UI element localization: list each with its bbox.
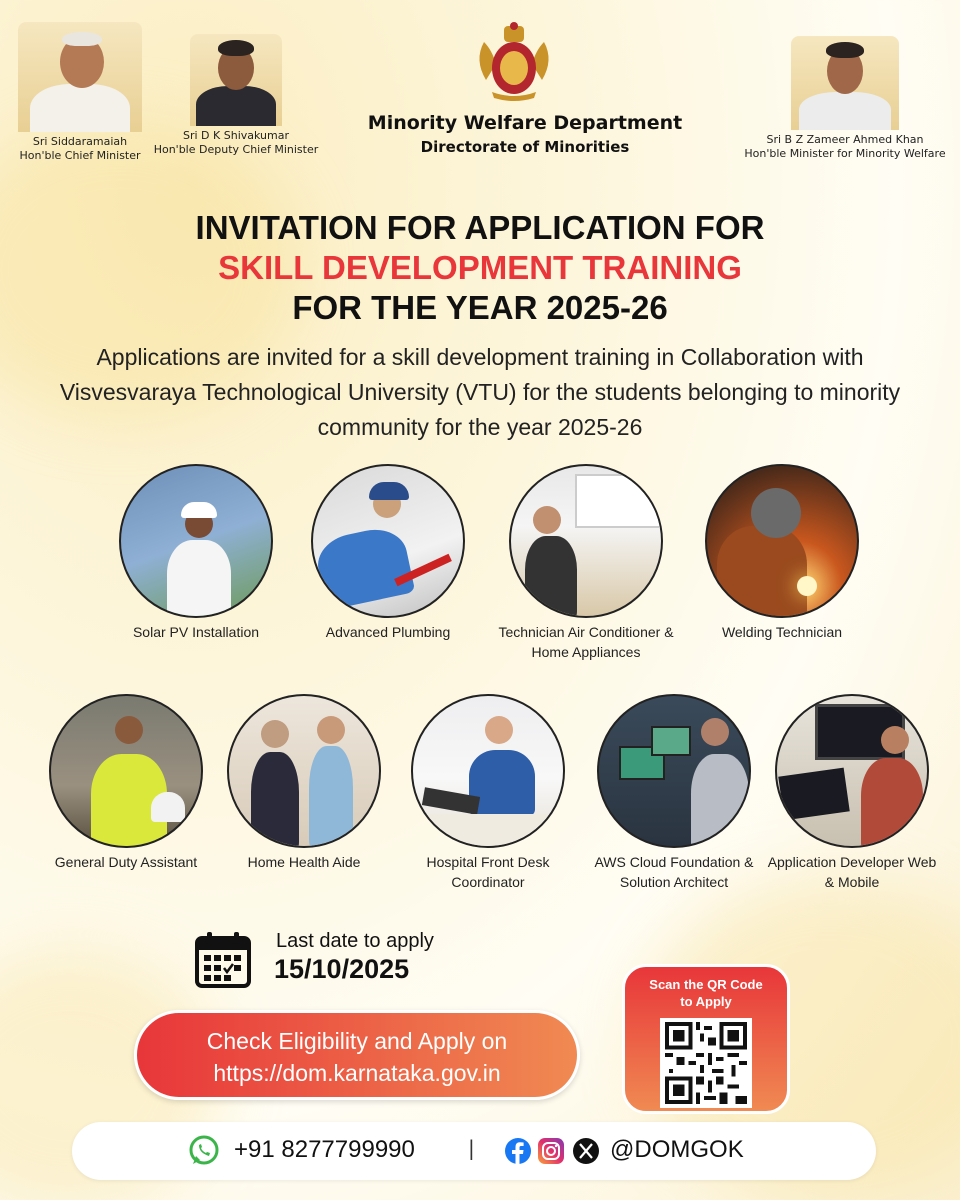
leader-name: Sri Siddaramaiah bbox=[32, 135, 128, 148]
leader-name: Sri D K Shivakumar bbox=[183, 129, 289, 142]
deadline-date: 15/10/2025 bbox=[274, 954, 410, 984]
course-label: Advanced Plumbing bbox=[325, 624, 451, 640]
leader-role: Hon'ble Minister for Minority Welfare bbox=[744, 147, 946, 160]
qr-caption-line-1: Scan the QR Code bbox=[649, 977, 763, 992]
leader-minority-welfare-minister bbox=[736, 36, 954, 160]
karnataka-emblem-icon bbox=[466, 20, 562, 102]
course-image bbox=[705, 464, 859, 618]
course-card bbox=[496, 464, 676, 662]
course-card bbox=[214, 694, 394, 872]
course-label: Welding Technician bbox=[721, 624, 843, 640]
course-image bbox=[119, 464, 273, 618]
facebook-icon[interactable] bbox=[504, 1137, 532, 1165]
department-block bbox=[340, 112, 710, 156]
header bbox=[0, 0, 960, 200]
whatsapp-icon[interactable] bbox=[188, 1135, 220, 1167]
course-image bbox=[775, 694, 929, 848]
qr-caption-line-2: to Apply bbox=[680, 994, 732, 1009]
phone-number[interactable]: +91 8277799990 bbox=[234, 1136, 415, 1163]
course-card bbox=[36, 694, 216, 872]
x-twitter-icon[interactable] bbox=[572, 1137, 600, 1165]
leader-deputy-chief-minister bbox=[150, 34, 322, 156]
deadline-block bbox=[194, 928, 494, 992]
social-handle[interactable]: @DOMGOK bbox=[610, 1136, 744, 1163]
leader-chief-minister bbox=[10, 22, 150, 162]
intro-text: Applications are invited for a skill development training in Collaboration with Visvesvaraya Technological University (VTU) for the students belonging to minority community for the year 2025-26 bbox=[59, 344, 901, 440]
course-image bbox=[411, 694, 565, 848]
apply-text: Check Eligibility and Apply on bbox=[206, 1028, 508, 1054]
course-label: Technician Air Conditioner & Home Appliances bbox=[498, 624, 674, 660]
leader-role: Hon'ble Deputy Chief Minister bbox=[153, 143, 319, 156]
course-label: General Duty Assistant bbox=[54, 854, 198, 870]
leader-role: Hon'ble Chief Minister bbox=[19, 149, 141, 162]
title-line-1: INVITATION FOR APPLICATION FOR bbox=[195, 209, 765, 246]
course-card bbox=[298, 464, 478, 642]
contact-footer bbox=[72, 1122, 876, 1180]
course-label: Application Developer Web & Mobile bbox=[767, 854, 937, 890]
leader-name: Sri B Z Zameer Ahmed Khan bbox=[766, 133, 924, 146]
course-image bbox=[311, 464, 465, 618]
course-card bbox=[106, 464, 286, 642]
page-title bbox=[0, 208, 960, 328]
course-image bbox=[49, 694, 203, 848]
course-card bbox=[398, 694, 578, 892]
course-label: Hospital Front Desk Coordinator bbox=[426, 854, 550, 890]
leader-photo bbox=[791, 36, 899, 130]
qr-code-panel[interactable] bbox=[622, 964, 790, 1114]
course-card bbox=[584, 694, 764, 892]
title-line-3: FOR THE YEAR 2025-26 bbox=[292, 289, 668, 326]
course-label: Solar PV Installation bbox=[132, 624, 260, 640]
course-card bbox=[692, 464, 872, 642]
title-line-2: SKILL DEVELOPMENT TRAINING bbox=[218, 249, 742, 286]
directorate-name: Directorate of Minorities bbox=[420, 138, 630, 156]
calendar-icon bbox=[194, 930, 252, 988]
leader-photo bbox=[190, 34, 282, 126]
qr-caption bbox=[625, 976, 787, 1010]
deadline-label: Last date to apply bbox=[276, 930, 434, 952]
course-image bbox=[597, 694, 751, 848]
department-name: Minority Welfare Department bbox=[367, 112, 683, 134]
apply-url: https://dom.karnataka.gov.in bbox=[213, 1060, 501, 1086]
leader-photo bbox=[18, 22, 142, 132]
apply-link-button[interactable] bbox=[134, 1010, 580, 1100]
course-label: AWS Cloud Foundation & Solution Architect bbox=[594, 854, 754, 890]
course-card bbox=[762, 694, 942, 892]
qr-code-icon[interactable] bbox=[660, 1018, 752, 1108]
instagram-icon[interactable] bbox=[537, 1137, 565, 1165]
course-image bbox=[227, 694, 381, 848]
course-image bbox=[509, 464, 663, 618]
footer-separator: | bbox=[468, 1136, 475, 1160]
course-label: Home Health Aide bbox=[247, 854, 361, 870]
